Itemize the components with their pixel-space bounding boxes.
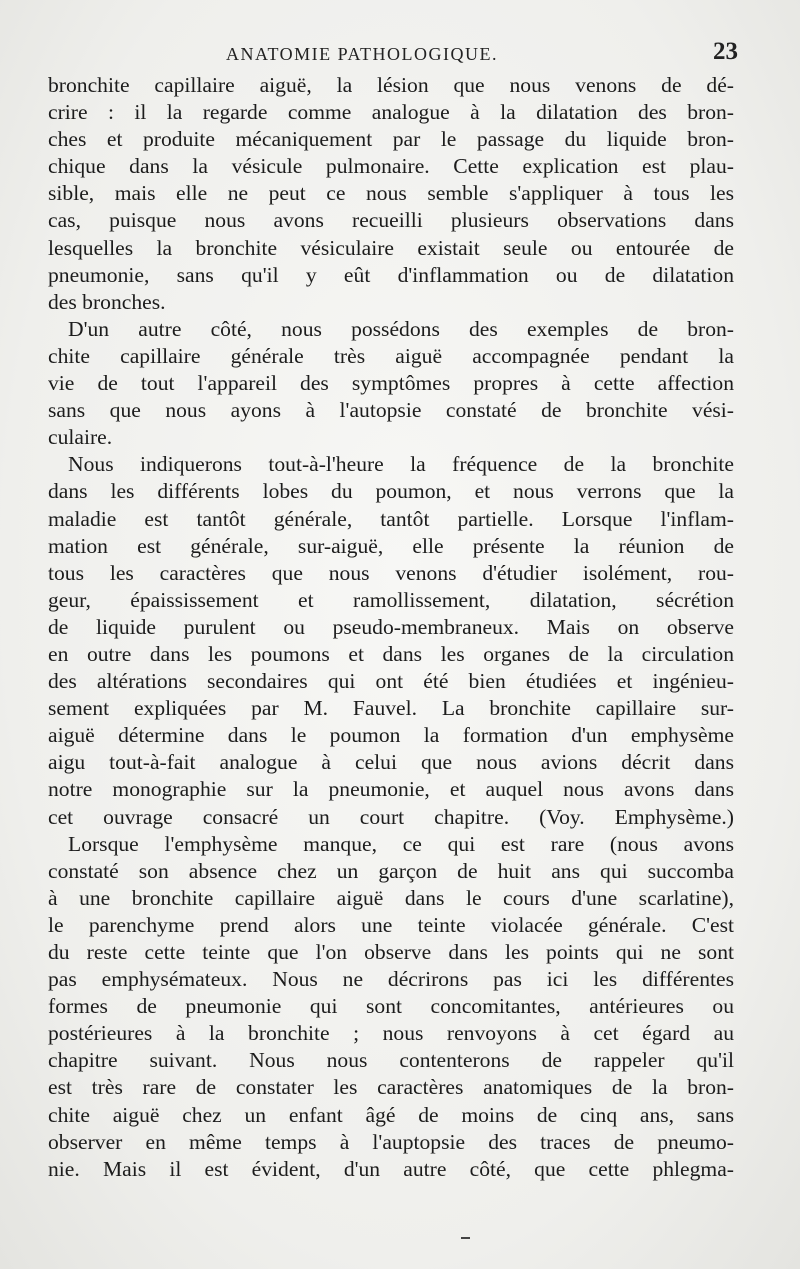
text-line: le parenchyme prend alors une teinte violacée générale. C'est (48, 912, 734, 937)
text-line: Lorsque l'emphysème manque, ce qui est rare (nous avons (68, 831, 734, 856)
text-line: ches et produite mécaniquement par le passage du liquide bron- (48, 127, 734, 152)
text-line: tous les caractères que nous venons d'étudier isolément, rou- (48, 560, 734, 585)
text-line: mation est générale, sur-aiguë, elle présente la réunion de (48, 533, 734, 558)
page-number: 23 (713, 38, 738, 65)
text-line: dans les différents lobes du poumon, et nous verrons que la (48, 479, 734, 504)
text-line: vie de tout l'appareil des symptômes propres à cette affection (48, 371, 734, 396)
text-line: notre monographie sur la pneumonie, et auquel nous avons dans (48, 777, 734, 802)
text-line: Nous indiquerons tout-à-l'heure la fréquence de la bronchite (68, 452, 734, 477)
page-header (48, 38, 738, 68)
text-line: chite capillaire générale très aiguë accompagnée pendant la (48, 343, 734, 368)
text-line: pas emphysémateux. Nous ne décrirons pas ici les différentes (48, 967, 734, 992)
text-line: lesquelles la bronchite vésiculaire existait seule ou entourée de (48, 235, 734, 260)
text-line: constaté son absence chez un garçon de huit ans qui succomba (48, 858, 734, 883)
text-line: du reste cette teinte que l'on observe dans les points qui ne sont (48, 940, 734, 964)
text-line: aiguë détermine dans le poumon la formation d'un emphysème (48, 723, 734, 748)
text-line: des bronches. (48, 289, 166, 314)
text-line: sible, mais elle ne peut ce nous semble s'appliquer à tous les (48, 181, 734, 206)
text-line: chapitre suivant. Nous nous contenterons de rappeler qu'il (48, 1048, 734, 1073)
text-line: aigu tout-à-fait analogue à celui que nous avions décrit dans (48, 750, 734, 775)
text-line: chite aiguë chez un enfant âgé de moins de cinq ans, sans (48, 1102, 734, 1127)
running-title: ANATOMIE PATHOLOGIQUE. (226, 44, 499, 64)
text-line: D'un autre côté, nous possédons des exemples de bron- (68, 316, 734, 341)
text-line: sement expliquées par M. Fauvel. La bronchite capillaire sur- (48, 696, 734, 721)
text-line: cet ouvrage consacré un court chapitre. (Voy. Emphysème.) (48, 804, 734, 829)
body-text (48, 72, 734, 1183)
text-line: sans que nous ayons à l'autopsie constaté de bronchite vési- (48, 398, 734, 423)
text-line: à une bronchite capillaire aiguë dans le cours d'une scarlatine), (48, 885, 734, 910)
footer-dash-mark (461, 1237, 470, 1239)
text-line: crire : il la regarde comme analogue à la dilatation des bron- (48, 100, 734, 125)
text-line: observer en même temps à l'auptopsie des traces de pneumo- (48, 1129, 734, 1154)
text-line: de liquide purulent ou pseudo-membraneux. Mais on observe (48, 614, 734, 639)
text-line: est très rare de constater les caractères anatomiques de la bron- (48, 1075, 734, 1100)
text-line: postérieures à la bronchite ; nous renvoyons à cet égard au (48, 1021, 734, 1046)
text-line: geur, épaississement et ramollissement, dilatation, sécrétion (48, 587, 734, 612)
text-line: nie. Mais il est évident, d'un autre côté, que cette phlegma- (48, 1156, 734, 1181)
text-line: cas, puisque nous avons recueilli plusieurs observations dans (48, 208, 734, 233)
text-line: en outre dans les poumons et dans les organes de la circulation (48, 641, 734, 666)
text-line: des altérations secondaires qui ont été bien étudiées et ingénieu- (48, 669, 734, 694)
text-line: bronchite capillaire aiguë, la lésion que nous venons de dé- (48, 73, 734, 97)
text-line: maladie est tantôt générale, tantôt partielle. Lorsque l'inflam- (48, 506, 734, 531)
text-line: formes de pneumonie qui sont concomitantes, antérieures ou (48, 994, 734, 1019)
text-line: chique dans la vésicule pulmonaire. Cette explication est plau- (48, 154, 734, 179)
text-line: culaire. (48, 425, 113, 450)
text-line: pneumonie, sans qu'il y eût d'inflammation ou de dilatation (48, 262, 734, 287)
